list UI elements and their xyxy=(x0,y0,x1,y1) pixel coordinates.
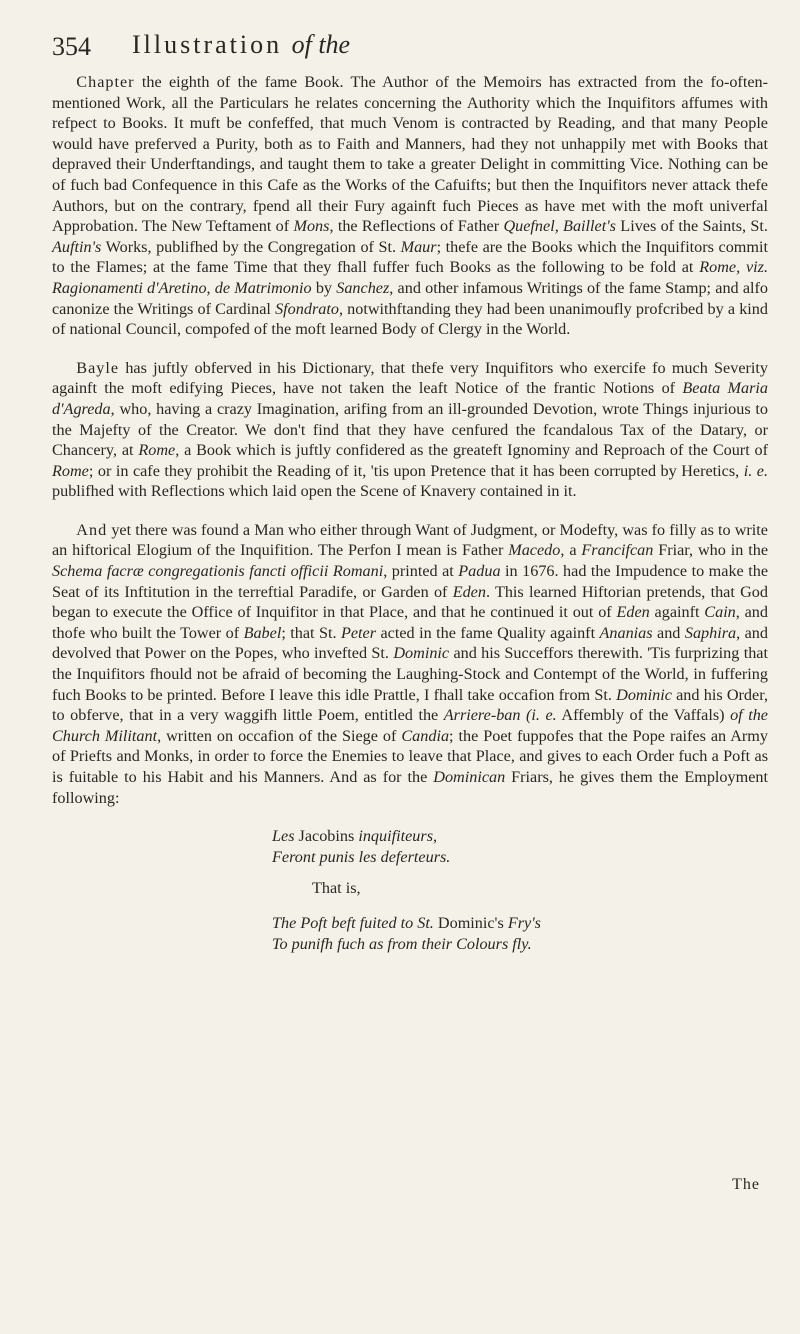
running-head xyxy=(132,30,350,60)
text-run: the eighth of the fame Book. The Author of the Memoirs has extracted from the fo-often-mentioned Work, all the Particulars he relates concerning the Authority which the Inquifitors affumes with refpect to Books. It muft be confeffed, that much Venom is contracted by Reading, and that many People would have preferved a Purity, both as to Faith and Manners, had they not unhappily met with Books that depraved their Underftandings, and taught them to take a greater Delight in committing Vice. Nothing can be of fuch bad Confequence in this Cafe as the Works of the Cafuifts; but then the Inquifitors never attack thefe Authors, but on the contrary, fpend all their Fury againft fuch Pieces as have met with the moft univerfal Approbation. The New Teftament of xyxy=(52,73,768,236)
text-run: . This learned Hiftorian pretends, that God began to execute the Office of Inquifitor in that Place, and that he continued it out of xyxy=(52,582,768,622)
italic-run: Sanchez xyxy=(336,278,390,297)
text-run: yet there was found a Man who either through Want of Judgment, or Modefty, was fo filly as to write an hiftorical Elogium of the Inquifition. The Perfon I mean is Father xyxy=(52,520,768,560)
italic-run: To punifh fuch as from their Colours fly. xyxy=(272,934,532,953)
italic-run: The Poft beft fuited to St. xyxy=(272,913,434,932)
italic-run: Francifcan xyxy=(581,541,654,560)
text-run: , notwithftanding they had been unanimoufly profcribed by a kind of national Council, compofed of the moft learned Body of Clergy in the World. xyxy=(52,299,768,339)
text-run: , written on occafion of the Siege of xyxy=(157,726,402,745)
running-head-caps: Illustration xyxy=(132,30,283,59)
text-run: and xyxy=(652,623,685,642)
italic-run: Rome xyxy=(52,461,89,480)
body-text xyxy=(52,72,768,955)
italic-run: Dominic xyxy=(393,644,450,663)
text-run: by xyxy=(311,278,337,297)
text-run: acted in the fame Quality againft xyxy=(376,623,600,642)
page-number: 354 xyxy=(52,32,91,61)
italic-run: Fry's xyxy=(507,913,541,932)
italic-run: Rome, viz. Ragionamenti d'Aretino, de Matrimonio xyxy=(52,258,768,297)
paragraph-1 xyxy=(52,72,768,340)
text-run: Affembly of the Vaffals) xyxy=(556,706,731,725)
verse-english xyxy=(52,913,768,955)
italic-run: Eden xyxy=(616,603,650,622)
text-run: , a xyxy=(560,541,582,560)
italic-run: i. e. xyxy=(743,461,768,480)
text-run: , printed at xyxy=(383,562,459,581)
paragraph-lead: Bayle xyxy=(76,358,120,377)
italic-run: Quefnel, Baillet's xyxy=(503,217,616,236)
italic-run: Dominican xyxy=(433,768,506,786)
text-run: publifhed with Reflections which laid open the Scene of Knavery contained in it. xyxy=(52,482,577,501)
italic-run: Auftin's xyxy=(52,237,102,256)
italic-run: Feront punis les deferteurs. xyxy=(272,848,451,867)
verse-french xyxy=(52,826,768,868)
italic-run: Macedo xyxy=(508,541,561,560)
italic-run: Maur xyxy=(400,237,437,256)
italic-run: Ananias xyxy=(599,623,653,642)
text-run: ; the Poet fuppofes that the Pope raifes an Army of Priefts and Monks, in order to force the Enemies to leave that Place, and gives to each Order fuch a Poft as is fuitable to his Habit and his Manners. And as for the xyxy=(52,726,768,786)
italic-run: Saphira xyxy=(684,623,737,642)
italic-run: Schema facræ congregationis fancti officii Romani xyxy=(52,562,384,581)
italic-run: Babel xyxy=(243,623,282,642)
italic-run: Eden xyxy=(452,582,486,601)
verse-line xyxy=(52,934,768,955)
verse-line xyxy=(52,847,768,868)
italic-run: Beata Maria d'Agreda xyxy=(52,379,768,418)
text-run: and his Succeffors therewith. 'Tis furprizing that the Inquifitors fhould not be afraid of becoming the Laughing-Stock and Contempt of the World, in fuffering fuch Books to be printed. Before I leave this idle Prattle, I fhall take occafion from St. xyxy=(52,644,768,704)
text-run: ; that St. xyxy=(281,623,341,642)
text-run: ; thefe are the Books which the Inquifitors commit to the Flames; at the fame Time that they fhall fuffer fuch Books as the following to be fold at xyxy=(52,237,768,277)
text-run: Friar, who in the xyxy=(653,541,768,560)
italic-run: Padua xyxy=(458,562,501,581)
page-header xyxy=(52,24,760,64)
text-run: in 1676. had the Impudence to make the Seat of its Inftitution in the terreftial Paradife, or Garden of xyxy=(52,562,769,601)
paragraph-lead: Chapter xyxy=(76,73,135,91)
italic-run: inquifiteurs, xyxy=(358,827,438,846)
text-run: , a Book which is juftly confidered as the greateft Ignominy and Reproach of the Court of xyxy=(175,441,769,460)
italic-run: Cain xyxy=(704,603,736,622)
italic-run: Mons xyxy=(293,217,330,236)
running-head-italic: of the xyxy=(291,30,351,59)
text-run: and his Order, to obferve, that in a very waggifh little Poem, entitled the xyxy=(52,685,768,725)
italic-run: Sfondrato xyxy=(275,299,339,318)
paragraph-3 xyxy=(52,520,768,808)
text-run: , and devolved that Power on the Popes, who invefted St. xyxy=(52,623,768,663)
verse-line xyxy=(52,826,768,847)
text-run: Friars, he gives them the Employment following: xyxy=(52,768,768,807)
text-run: againft xyxy=(649,603,705,622)
text-run: ; or in cafe they prohibit the Reading of it, 'tis upon Pretence that it has been corrupted by Heretics, xyxy=(88,461,744,480)
italic-run: Candia xyxy=(401,726,450,745)
text-run: , and thofe who built the Tower of xyxy=(52,603,768,642)
verse-line xyxy=(52,913,768,934)
paragraph-2 xyxy=(52,358,768,502)
text-run: Dominic's xyxy=(433,913,508,932)
that-is-label: That is, xyxy=(312,879,361,898)
text-run: Works, publifhed by the Congregation of St. xyxy=(101,237,401,256)
italic-run: of the Church Militant xyxy=(52,706,768,745)
text-run: , the Reflections of Father xyxy=(329,217,504,236)
text-run: , who, having a crazy Imagination, arifing from an ill-grounded Devotion, wrote Things injurious to the Majefty of the Creator. We don't find that they have cenfured the fcandalous Tax of the Datary, or Chancery, at xyxy=(52,399,768,460)
text-run: , and other infamous Writings of the fame Stamp; and alfo canonize the Writings of Cardinal xyxy=(52,278,769,318)
catchword: The xyxy=(732,1176,760,1193)
paragraph-lead: And xyxy=(76,520,108,539)
italic-run: Dominic xyxy=(616,685,672,704)
italic-run: Peter xyxy=(340,623,377,642)
text-run: Jacobins xyxy=(294,827,359,846)
italic-run: Rome xyxy=(138,441,176,460)
text-run: Lives of the Saints, St. xyxy=(615,217,768,236)
italic-run: Les xyxy=(272,827,295,846)
text-run: has juftly obferved in his Dictionary, that thefe very Inquifitors who exercife fo much Severity againft the moft edifying Pieces, have not taken the leaft Notice of the frantic Notions of xyxy=(52,358,768,398)
italic-run: Arriere-ban (i. e. xyxy=(443,706,557,725)
